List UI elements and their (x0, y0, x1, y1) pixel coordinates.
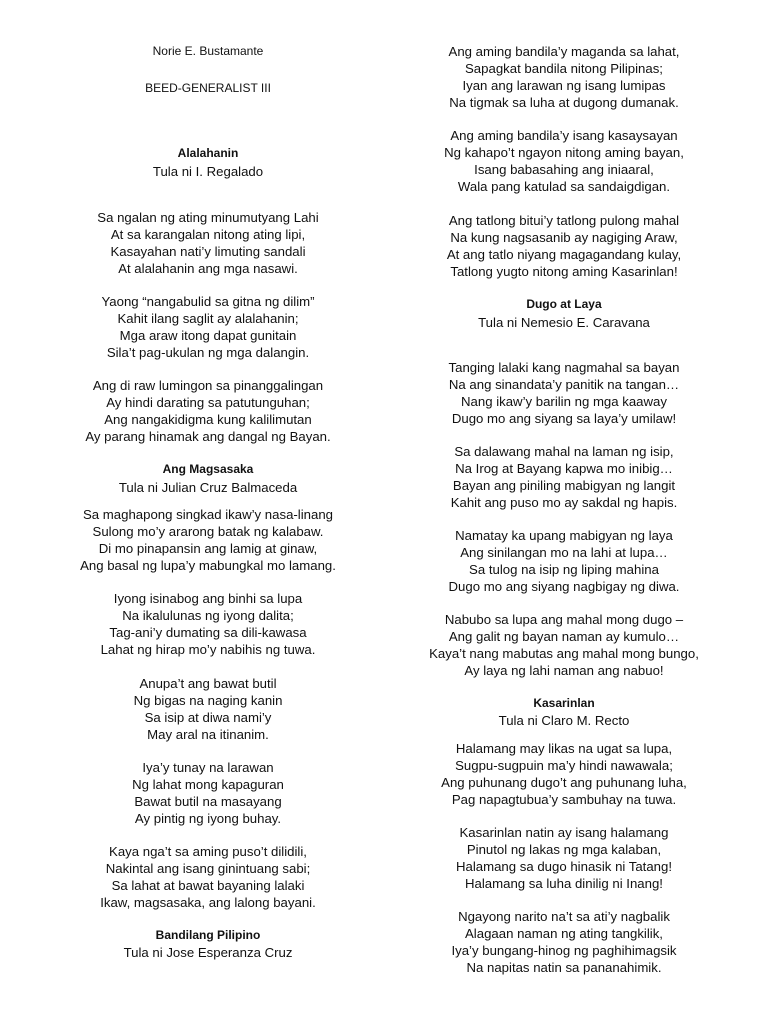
poem-line: Na napitas natin sa pananahimik. (466, 960, 662, 975)
poem-line: Tatlong yugto nitong aming Kasarinlan! (450, 264, 678, 279)
poem-line: At sa karangalan nitong ating lipi, (110, 227, 306, 242)
poem-line: Ikaw, magsasaka, ang lalong bayani. (100, 895, 316, 910)
poem-line: Mga araw itong dapat gunitain (119, 328, 297, 343)
poem-line: Na kung nagsasanib ay nagiging Araw, (450, 230, 678, 245)
poem-line: Iya’y bungang-hinog ng paghihimagsik (451, 943, 677, 958)
poem-line: Sugpu-sugpuin ma’y hindi nawawala; (455, 758, 673, 773)
poem-line: Na Irog at Bayang kapwa mo inibig… (455, 461, 673, 476)
poem-line: Ay hindi darating sa patutunguhan; (106, 395, 310, 410)
poem-line: Di mo pinapansin ang lamig at ginaw, (98, 541, 318, 556)
poem-line: Kaya’t nang mabutas ang mahal mong bungo, (429, 646, 699, 661)
poem-line: Pag napagtubua’y sambuhay na tuwa. (451, 792, 677, 807)
poem-line: Sa ngalan ng ating minumutyang Lahi (97, 210, 319, 225)
poem-byline: Tula ni Jose Esperanza Cruz (123, 945, 293, 960)
poem-line: Tag-ani’y dumating sa dili-kawasa (109, 625, 307, 640)
poem-line: Sa isip at diwa nami’y (144, 710, 272, 725)
poem-title: Dugo at Laya (526, 297, 602, 311)
poem-line: Yaong “nangabulid sa gitna ng dilim” (101, 294, 315, 309)
poem-line: Ang nangakidigma kung kalilimutan (104, 412, 312, 427)
poem-byline: Tula ni Nemesio E. Caravana (478, 315, 650, 330)
poem-line: Halamang sa luha dinilig ni Inang! (465, 876, 663, 891)
poem-line: Dugo mo ang siyang sa laya’y umilaw! (451, 411, 677, 426)
poem-line: Nang ikaw’y barilin ng mga kaaway (461, 394, 667, 409)
poem-line: Bawat butil na masayang (134, 794, 282, 809)
poem-line: Namatay ka upang mabigyan ng laya (455, 528, 673, 543)
poem-line: Dugo mo ang siyang nagbigay ng diwa. (448, 579, 680, 594)
poem-line: Anupa’t ang bawat butil (139, 676, 277, 691)
poem-line: Ang aming bandila’y maganda sa lahat, (448, 44, 680, 59)
poem-line: Na ang sinandata’y panitik na tangan… (448, 377, 680, 392)
poem-line: Sapagkat bandila nitong Pilipinas; (465, 61, 663, 76)
poem-line: Na tigmak sa luha at dugong dumanak. (449, 95, 679, 110)
poem-line: Ng kahapo’t ngayon nitong aming bayan, (444, 145, 684, 160)
poem-line: Kahit ang puso mo ay sakdal ng hapis. (450, 495, 678, 510)
poem-line: Sila’t pag-ukulan ng mga dalangin. (106, 345, 310, 360)
poem-line: Ay laya ng lahi naman ang nabuo! (464, 663, 664, 678)
poem-title: Bandilang Pilipino (155, 928, 261, 942)
poem-line: At ang tatlo niyang magagandang kulay, (446, 247, 682, 262)
poem-line: Iya’y tunay na larawan (142, 760, 274, 775)
poem-line: Sulong mo’y ararong batak ng kalabaw. (92, 524, 324, 539)
poem-line: Pinutol ng lakas ng mga kalaban, (466, 842, 662, 857)
program-label: BEED-GENERALIST III (145, 81, 271, 95)
poem-line: Alagaan naman ng ating tangkilik, (465, 926, 663, 941)
poem-byline: Tula ni I. Regalado (152, 164, 264, 179)
poem-byline: Tula ni Julian Cruz Balmaceda (118, 480, 298, 495)
poem-line: Iyong isinabog ang binhi sa lupa (113, 591, 303, 606)
poem-title: Alalahanin (177, 146, 239, 160)
poem-line: Nakintal ang isang ginintuang sabi; (105, 861, 311, 876)
poem-line: Bayan ang piniling mabigyan ng langit (452, 478, 676, 493)
poem-line: Iyan ang larawan ng isang lumipas (462, 78, 666, 93)
poem-line: May aral na itinanim. (147, 727, 269, 742)
poem-line: Ay parang hinamak ang dangal ng Bayan. (85, 429, 331, 444)
poem-line: Sa lahat at bawat bayaning lalaki (111, 878, 305, 893)
poem-line: Na ikalulunas ng iyong dalita; (122, 608, 294, 623)
poem-line: Tanging lalaki kang nagmahal sa bayan (448, 360, 680, 375)
poem-line: Halamang sa dugo hinasik ni Tatang! (455, 859, 673, 874)
poem-line: Sa maghapong singkad ikaw’y nasa-linang (83, 507, 333, 522)
poem-line: Ang di raw lumingon sa pinanggalingan (92, 378, 324, 393)
poem-line: Ang aming bandila’y isang kasaysayan (450, 128, 678, 143)
poem-line: Ang basal ng lupa’y mabungkal mo lamang. (80, 558, 336, 573)
poem-line: Nabubo sa lupa ang mahal mong dugo – (444, 612, 684, 627)
poem-line: Sa tulog na isip ng liping mahina (469, 562, 659, 577)
author-name: Norie E. Bustamante (152, 44, 264, 58)
poem-line: Halamang may likas na ugat sa lupa, (455, 741, 673, 756)
poem-line: Ang sinilangan mo na lahi at lupa… (460, 545, 668, 560)
poem-title: Ang Magsasaka (162, 462, 254, 476)
poem-line: Kahit ilang saglit ay alalahanin; (117, 311, 299, 326)
poem-line: Sa dalawang mahal na laman ng isip, (454, 444, 674, 459)
poem-line: At alalahanin ang mga nasawi. (118, 261, 298, 276)
poem-line: Ngayong narito na’t sa ati’y nagbalik (458, 909, 670, 924)
poem-line: Ng lahat mong kapaguran (132, 777, 284, 792)
poem-line: Kasarinlan natin ay isang halamang (459, 825, 669, 840)
poem-line: Wala pang katulad sa sandaigdigan. (457, 179, 671, 194)
poem-line: Isang babasahing ang iniaaral, (474, 162, 654, 177)
poem-title: Kasarinlan (533, 696, 595, 710)
poem-byline: Tula ni Claro M. Recto (498, 713, 630, 728)
poem-line: Ang puhunang dugo’t ang puhunang luha, (441, 775, 687, 790)
poem-line: Ay pintig ng iyong buhay. (134, 811, 282, 826)
poem-line: Kaya nga’t sa aming puso’t dilidili, (109, 844, 307, 859)
poem-line: Ang tatlong bitui’y tatlong pulong mahal (448, 213, 680, 228)
poem-line: Ng bigas na naging kanin (133, 693, 283, 708)
poem-line: Kasayahan nati’y limuting sandali (110, 244, 306, 259)
poem-line: Ang galit ng bayan naman ay kumulo… (448, 629, 680, 644)
poem-line: Lahat ng hirap mo’y nabihis ng tuwa. (100, 642, 316, 657)
